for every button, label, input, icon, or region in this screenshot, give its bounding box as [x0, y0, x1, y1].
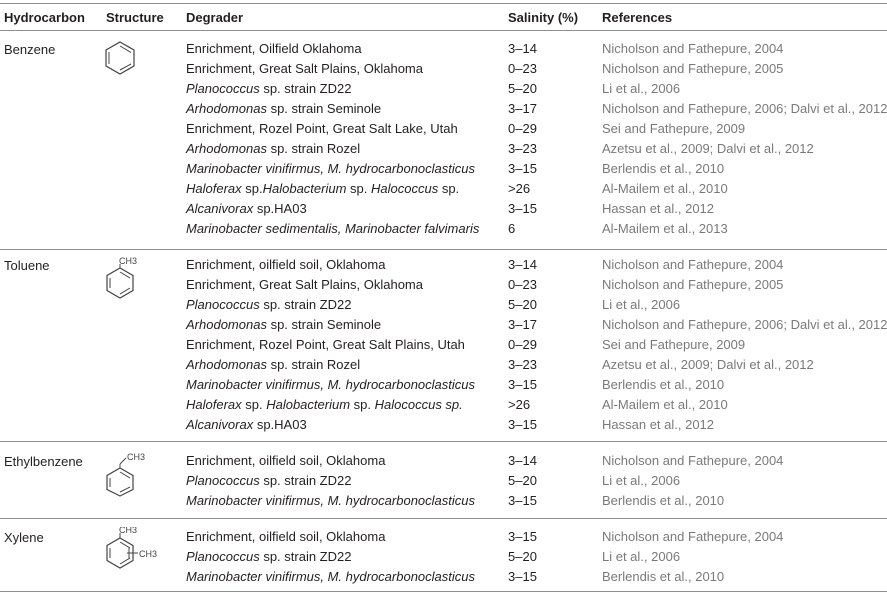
- degrader-cell: [186, 119, 458, 139]
- degrader-cell: [186, 491, 475, 511]
- degrader-text: Enrichment, oilfield soil, Oklahoma: [186, 453, 386, 468]
- reference-cell: Al-Mailem et al., 2010: [602, 397, 728, 412]
- degrader-text: sp. strain Rozel: [266, 141, 361, 156]
- header-degrader: Degrader: [186, 10, 244, 25]
- group-toluene: [0, 255, 887, 435]
- salinity-cell: 3–15: [508, 201, 537, 216]
- group-ethylbenzene: [0, 451, 887, 511]
- table-row: [0, 315, 887, 335]
- reference-cell: Berlendis et al., 2010: [602, 161, 725, 176]
- reference-cell: Nicholson and Fathepure, 2004: [602, 41, 784, 56]
- salinity-cell: 0–23: [508, 277, 537, 292]
- table-row: [0, 491, 887, 511]
- table-row: [0, 335, 887, 355]
- degrader-cell: [186, 275, 423, 295]
- salinity-cell: 3–15: [508, 417, 537, 432]
- degrader-text: Enrichment, Rozel Point, Great Salt Lake, Utah: [186, 121, 458, 136]
- reference-cell: Azetsu et al., 2009; Dalvi et al., 2012: [602, 357, 814, 372]
- table-row: [0, 99, 887, 119]
- salinity-cell: 6: [508, 221, 516, 236]
- methyl-label: CH3: [139, 549, 158, 559]
- reference-cell: Li et al., 2006: [602, 297, 681, 312]
- header-salinity: Salinity (%): [508, 10, 579, 25]
- salinity-cell: >26: [508, 397, 531, 412]
- organism-name: Marinobacter vinifirmus, M. hydrocarbonoclasticus: [186, 569, 475, 584]
- hydrocarbon-name: Toluene: [4, 258, 50, 273]
- reference-cell: Nicholson and Fathepure, 2004: [602, 529, 784, 544]
- reference-cell: Azetsu et al., 2009; Dalvi et al., 2012: [602, 141, 814, 156]
- reference-cell: Li et al., 2006: [602, 549, 681, 564]
- degrader-text: sp.: [438, 181, 460, 196]
- organism-name: Halobacterium: [266, 397, 351, 412]
- table-row: [0, 159, 887, 179]
- hydrocarbon-name: Xylene: [4, 530, 44, 545]
- degrader-text: Enrichment, Great Salt Plains, Oklahoma: [186, 277, 423, 292]
- reference-cell: Nicholson and Fathepure, 2005: [602, 61, 784, 76]
- degrader-text: sp.: [241, 397, 267, 412]
- salinity-cell: >26: [508, 181, 531, 196]
- table-row: [0, 355, 887, 375]
- table-row: [0, 395, 887, 415]
- degrader-cell: [186, 451, 385, 471]
- group-separator: [0, 249, 887, 250]
- salinity-cell: 0–29: [508, 121, 537, 136]
- degrader-cell: [186, 375, 475, 395]
- reference-cell: Nicholson and Fathepure, 2004: [602, 257, 784, 272]
- degrader-text: Enrichment, Rozel Point, Great Salt Plains, Utah: [186, 337, 465, 352]
- reference-cell: Hassan et al., 2012: [602, 201, 715, 216]
- group-separator: [0, 518, 887, 519]
- degrader-text: Enrichment, Great Salt Plains, Oklahoma: [186, 61, 423, 76]
- salinity-cell: 3–23: [508, 141, 537, 156]
- table-top-rule: [0, 3, 887, 4]
- salinity-cell: 3–15: [508, 569, 537, 584]
- degrader-cell: [186, 547, 351, 567]
- degrader-cell: [186, 335, 465, 355]
- salinity-cell: 3–14: [508, 453, 537, 468]
- salinity-cell: 3–15: [508, 161, 537, 176]
- table-row: [0, 39, 887, 59]
- degrader-cell: [186, 59, 423, 79]
- salinity-cell: 3–17: [508, 317, 537, 332]
- reference-cell: Hassan et al., 2012: [602, 417, 715, 432]
- degrader-text: Enrichment, oilfield soil, Oklahoma: [186, 529, 386, 544]
- reference-cell: Nicholson and Fathepure, 2006; Dalvi et al., 2012: [602, 101, 887, 116]
- organism-name: Alcanivorax: [186, 417, 254, 432]
- salinity-cell: 3–17: [508, 101, 537, 116]
- table-row: [0, 451, 887, 471]
- table-row: [0, 255, 887, 275]
- table-row: [0, 59, 887, 79]
- table-row: [0, 471, 887, 491]
- table-row: [0, 567, 887, 587]
- degrader-cell: [186, 415, 307, 435]
- degrader-text: sp. strain ZD22: [259, 473, 352, 488]
- reference-cell: Berlendis et al., 2010: [602, 493, 725, 508]
- degrader-text: sp.: [241, 181, 263, 196]
- table-bottom-rule: [0, 591, 887, 592]
- organism-name: Marinobacter vinifirmus, M. hydrocarbonoclasticus: [186, 493, 475, 508]
- organism-name: Planococcus: [186, 549, 260, 564]
- reference-cell: Nicholson and Fathepure, 2006; Dalvi et al., 2012: [602, 317, 887, 332]
- degrader-text: sp. strain ZD22: [259, 549, 352, 564]
- organism-name: Alcanivorax: [186, 201, 254, 216]
- salinity-cell: 3–23: [508, 357, 537, 372]
- organism-name: Haloferax: [186, 397, 242, 412]
- salinity-cell: 0–23: [508, 61, 537, 76]
- table-row: [0, 119, 887, 139]
- reference-cell: Nicholson and Fathepure, 2004: [602, 453, 784, 468]
- table-row: [0, 139, 887, 159]
- degrader-text: sp. strain Seminole: [266, 317, 382, 332]
- reference-cell: Al-Mailem et al., 2013: [602, 221, 728, 236]
- reference-cell: Sei and Fathepure, 2009: [602, 121, 746, 136]
- organism-name: Halococcus sp.: [374, 397, 463, 412]
- header-rule: [0, 30, 887, 31]
- degrader-cell: [186, 79, 351, 99]
- salinity-cell: 5–20: [508, 549, 537, 564]
- reference-cell: Al-Mailem et al., 2010: [602, 181, 728, 196]
- salinity-cell: 3–14: [508, 257, 537, 272]
- reference-cell: Nicholson and Fathepure, 2005: [602, 277, 784, 292]
- table-row: [0, 527, 887, 547]
- organism-name: Arhodomonas: [186, 357, 267, 372]
- degrader-text: Enrichment, oilfield soil, Oklahoma: [186, 257, 386, 272]
- organism-name: Planococcus: [186, 81, 260, 96]
- organism-name: Planococcus: [186, 297, 260, 312]
- degrader-cell: [186, 315, 381, 335]
- organism-name: Planococcus: [186, 473, 260, 488]
- degrader-text: sp.HA03: [253, 417, 307, 432]
- salinity-cell: 3–14: [508, 41, 537, 56]
- reference-cell: Berlendis et al., 2010: [602, 569, 725, 584]
- salinity-cell: 5–20: [508, 473, 537, 488]
- degrader-cell: [186, 99, 381, 119]
- salinity-cell: 0–29: [508, 337, 537, 352]
- degrader-cell: [186, 159, 475, 179]
- organism-name: Arhodomonas: [186, 317, 267, 332]
- reference-cell: Li et al., 2006: [602, 81, 681, 96]
- group-xylene: [0, 527, 887, 587]
- degrader-text: Enrichment, Oilfield Oklahoma: [186, 41, 362, 56]
- organism-name: Marinobacter vinifirmus, M. hydrocarbonoclasticus: [186, 161, 475, 176]
- header-structure: Structure: [106, 10, 164, 25]
- degrader-cell: [186, 255, 385, 275]
- header-hydrocarbon: Hydrocarbon: [4, 10, 85, 25]
- degrader-cell: [186, 395, 463, 415]
- table-row: [0, 179, 887, 199]
- salinity-cell: 3–15: [508, 377, 537, 392]
- group-separator: [0, 441, 887, 442]
- organism-name: Marinobacter vinifirmus, M. hydrocarbonoclasticus: [186, 377, 475, 392]
- degrader-text: sp.: [346, 181, 372, 196]
- degrader-cell: [186, 199, 307, 219]
- organism-name: Marinobacter sedimentalis, Marinobacter falvimaris: [186, 221, 480, 236]
- salinity-cell: 5–20: [508, 297, 537, 312]
- table-row: [0, 199, 887, 219]
- salinity-cell: 3–15: [508, 493, 537, 508]
- methyl-label: CH3: [119, 527, 138, 535]
- methyl-label: CH3: [127, 452, 146, 462]
- degrader-text: sp. strain Seminole: [266, 101, 382, 116]
- reference-cell: Sei and Fathepure, 2009: [602, 337, 746, 352]
- degrader-text: sp.HA03: [253, 201, 307, 216]
- organism-name: Halobacterium: [262, 181, 347, 196]
- table-row: [0, 219, 887, 239]
- organism-name: Arhodomonas: [186, 141, 267, 156]
- degrader-cell: [186, 139, 360, 159]
- table-row: [0, 275, 887, 295]
- table-row: [0, 295, 887, 315]
- table-row: [0, 375, 887, 395]
- degrader-cell: [186, 527, 385, 547]
- degrader-cell: [186, 295, 351, 315]
- organism-name: Halococcus: [371, 181, 439, 196]
- reference-cell: Li et al., 2006: [602, 473, 681, 488]
- degrader-cell: [186, 567, 475, 587]
- table-row: [0, 415, 887, 435]
- hydrocarbon-name: Ethylbenzene: [4, 454, 83, 469]
- header-references: References: [602, 10, 673, 25]
- degrader-text: sp.: [350, 397, 375, 412]
- degrader-cell: [186, 39, 362, 59]
- organism-name: Haloferax: [186, 181, 242, 196]
- table-row: [0, 547, 887, 567]
- salinity-cell: 5–20: [508, 81, 537, 96]
- salinity-cell: 3–15: [508, 529, 537, 544]
- degrader-cell: [186, 219, 479, 239]
- degrader-text: sp. strain ZD22: [259, 297, 352, 312]
- degrader-cell: [186, 179, 459, 199]
- organism-name: Arhodomonas: [186, 101, 267, 116]
- group-benzene: [0, 39, 887, 245]
- table-row: [0, 79, 887, 99]
- hydrocarbon-name: Benzene: [4, 42, 56, 57]
- degrader-text: sp. strain ZD22: [259, 81, 352, 96]
- reference-cell: Berlendis et al., 2010: [602, 377, 725, 392]
- degrader-cell: [186, 355, 360, 375]
- methyl-label: CH3: [119, 256, 138, 266]
- degrader-cell: [186, 471, 351, 491]
- degrader-text: sp. strain Rozel: [266, 357, 361, 372]
